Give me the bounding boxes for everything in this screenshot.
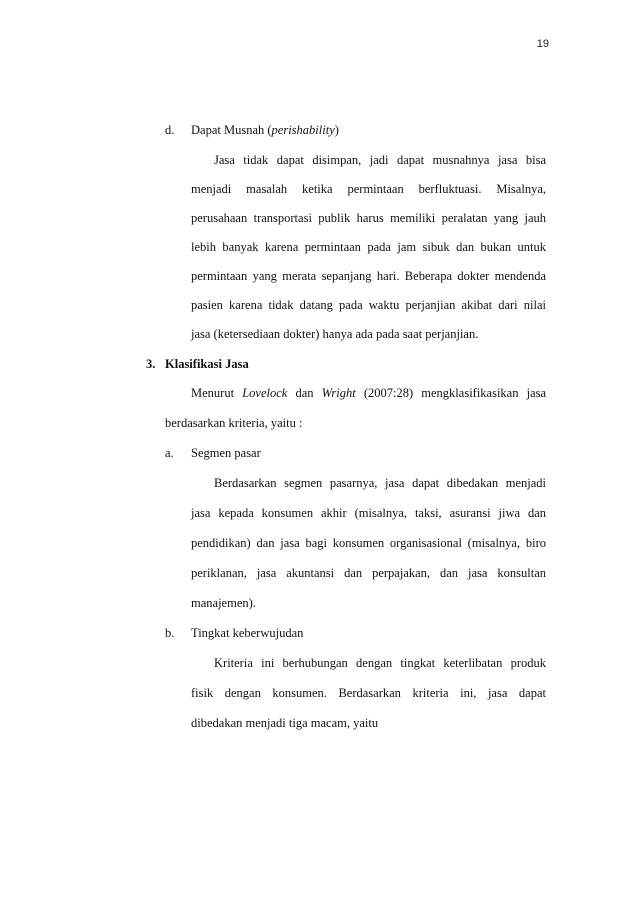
section-d-line-4: lebih banyak karena permintaan pada jam sibuk dan bukan untuk [191,240,546,254]
section-b-line-3: dibedakan menjadi tiga macam, yaitu [191,716,379,730]
section-b-title: Tingkat keberwujudan [191,626,304,640]
section-b-line-2: fisik dengan konsumen. Berdasarkan kriteria ini, jasa dapat [191,686,546,700]
section-d-title-paren-close: ) [334,123,339,137]
section-d-line-6: pasien karena tidak datang pada waktu perjanjian akibat dari nilai [191,298,546,312]
section-d-title-italic: perishability [271,123,335,137]
section-a-line-3: pendidikan) dan jasa bagi konsumen organisasional (misalnya, biro [191,536,546,550]
section-a-title: Segmen pasar [191,446,261,460]
section-a-line-5: manajemen). [191,596,256,610]
section-3-intro-line-2: berdasarkan kriteria, yaitu : [165,416,303,430]
section-a-line-4: periklanan, jasa akuntansi dan perpajakan, dan jasa konsultan [191,566,546,580]
section-3-title: Klasifikasi Jasa [165,357,249,371]
section-d-line-5: permintaan yang merata sepanjang hari. Beberapa dokter mendenda [191,269,546,283]
intro-author-wright: Wright [321,386,356,400]
section-d-title [191,122,339,138]
list-marker-b: b. [165,626,175,640]
section-3-intro-line-1 [191,385,546,401]
section-d-line-7: jasa (ketersediaan dokter) hanya ada pada saat perjanjian. [191,327,479,341]
section-d-line-3: perusahaan transportasi publik harus memiliki peralatan yang jauh [191,211,546,225]
list-marker-d: d. [165,123,175,137]
section-3-marker: 3. [146,357,156,371]
intro-word-dan: dan [295,386,314,400]
section-d-line-2: menjadi masalah ketika permintaan berfluktuasi. Misalnya, [191,182,546,196]
section-d-title-paren-open: ( [267,123,272,137]
intro-rest: (2007:28) mengklasifikasikan jasa [363,386,547,400]
page-number: 19 [536,38,549,50]
intro-word-menurut: Menurut [191,386,235,400]
section-a-line-1: Berdasarkan segmen pasarnya, jasa dapat dibedakan menjadi [214,476,546,490]
section-d-title-text: Dapat Musnah [191,123,265,137]
section-a-line-2: jasa kepada konsumen akhir (misalnya, taksi, asuransi jiwa dan [191,506,546,520]
section-b-line-1: Kriteria ini berhubungan dengan tingkat keterlibatan produk [214,656,546,670]
section-d-line-1: Jasa tidak dapat disimpan, jadi dapat musnahnya jasa bisa [214,153,546,167]
list-marker-a: a. [165,446,174,460]
intro-author-lovelock: Lovelock [242,386,288,400]
